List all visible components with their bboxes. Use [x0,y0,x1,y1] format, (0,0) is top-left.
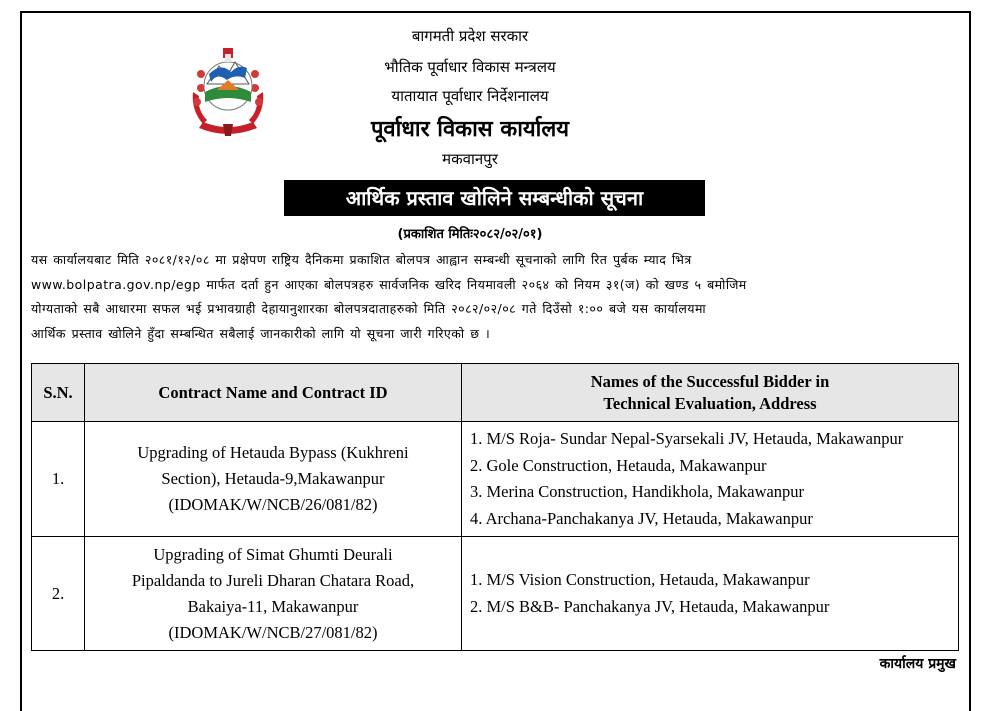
bidder-item: 1. M/S Roja- Sundar Nepal-Syarsekali JV, Hetauda, Makawanpur [470,429,904,448]
office-name: पूर्वाधार विकास कार्यालय [370,117,570,142]
bidder-item: 1. M/S Vision Construction, Hetauda, Makawanpur [470,570,810,589]
contract-line: Pipaldanda to Jureli Dharan Chatara Road, [131,570,415,590]
contract-line: Upgrading of Simat Ghumti Deurali [153,544,393,564]
published-date: (प्रकाशित मितिः२०८२/०२/०१) [397,227,543,242]
table-header-row [32,364,959,422]
body-line: योग्यताको सबै आधारमा सफल भई प्रभावग्राही देहायानुशारका बोलपत्रदाताहरुको मिति २०८२/०२/०८ गते दिउँसो १:०० बजे यस कार्यालयमा [31,301,707,316]
header-bidders-line-1: Names of the Successful Bidder in [590,371,830,391]
contract-cell [85,422,462,537]
notice-title: आर्थिक प्रस्ताव खोलिने सम्बन्धीको सूचना [284,180,705,216]
bidders-cell [462,422,959,537]
header-contract: Contract Name and Contract ID [85,364,462,422]
contract-cell [85,537,462,651]
body-line: www.bolpatra.gov.np/egp मार्फत दर्ता हुन आएका बोलपत्रहरु सार्वजनिक खरिद नियमावली २०६४ को नियम ३१(ज) को खण्ड ५ बमोजिम [31,276,747,292]
row-sn: 1. [32,422,85,537]
contract-line: (IDOMAK/W/NCB/26/081/82) [168,495,378,514]
header-bidders [462,364,959,422]
bidder-item: 4. Archana-Panchakanya JV, Hetauda, Makawanpur [470,508,813,528]
contract-line: Upgrading of Hetauda Bypass (Kukhreni [137,443,409,462]
bidders-cell [462,537,959,651]
header-line-3: यातायात पूर्वाधार निर्देशनालय [391,87,549,105]
contract-line: Section), Hetauda-9,Makawanpur [161,469,385,488]
bidder-item: 2. Gole Construction, Hetauda, Makawanpur [470,455,767,475]
contract-line: Bakaiya-11, Makawanpur [187,596,359,616]
government-emblem-icon [187,44,269,140]
header-line-2: भौतिक पूर्वाधार विकास मन्त्रलय [384,58,556,76]
bidders-table [31,363,959,651]
body-line: आर्थिक प्रस्ताव खोलिने हुँदा सम्बन्धित सबैलाई जानकारीको लागि यो सूचना जारी गरिएको छ । [31,325,491,341]
header-line-1: बागमती प्रदेश सरकार [411,27,529,45]
signature-label: कार्यालय प्रमुख [879,656,956,672]
notice-body [31,248,957,346]
contract-line: (IDOMAK/W/NCB/27/081/82) [168,622,378,642]
row-sn: 2. [32,537,85,651]
header-bidders-line-2: Technical Evaluation, Address [603,393,817,413]
header-sn: S.N. [32,364,85,422]
district-name: मकवानपुर [442,150,498,168]
table-row [32,422,959,537]
bidder-item: 3. Merina Construction, Handikhola, Makawanpur [470,482,805,501]
bidder-item: 2. M/S B&B- Panchakanya JV, Hetauda, Makawanpur [470,596,830,616]
body-line: यस कार्यालयबाट मिति २०८१/१२/०८ मा प्रक्षेपण राष्ट्रिय दैनिकमा प्रकाशित बोलपत्र आह्वान सम्बन्धी सूचनाको लागि रित पुर्बक म्याद भित्र [31,252,692,267]
table-row [32,537,959,651]
